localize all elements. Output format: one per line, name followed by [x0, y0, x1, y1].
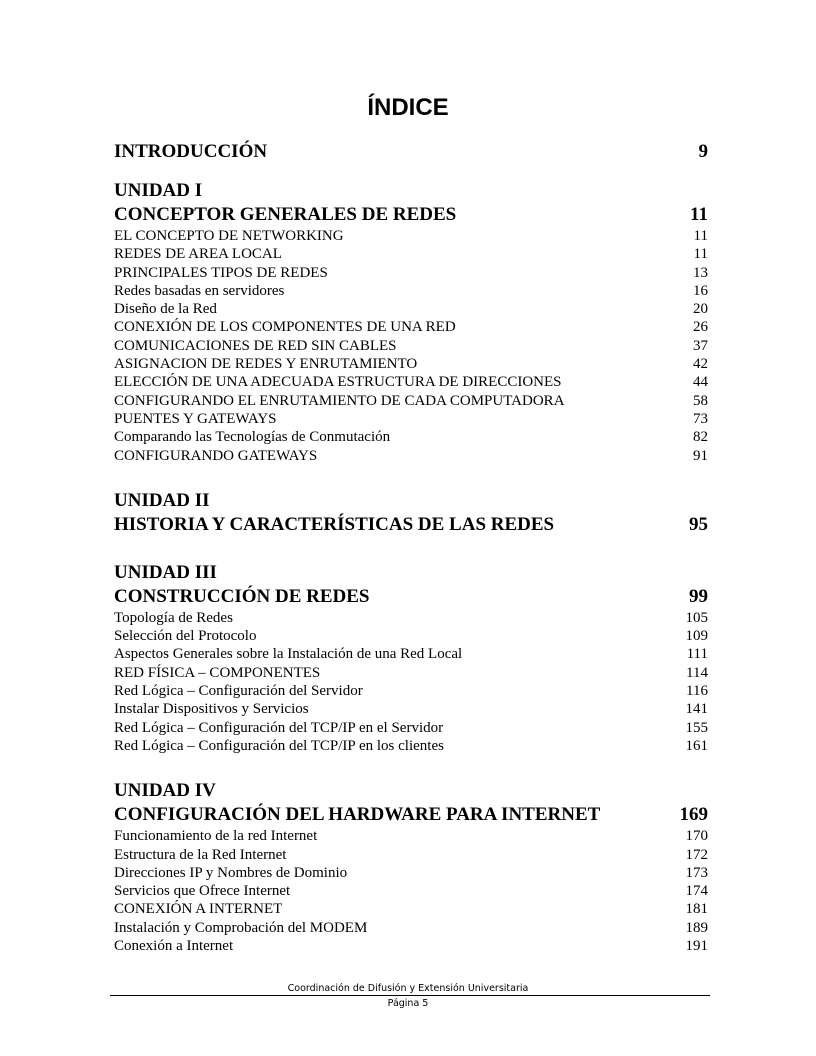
toc-entry [114, 227, 708, 245]
unit-heading: CONFIGURACIÓN DEL HARDWARE PARA INTERNET [114, 804, 601, 826]
toc-entry [114, 373, 708, 391]
toc-entry-page: 44 [693, 374, 708, 391]
footer-organization: Coordinación de Difusión y Extensión Universitaria [287, 983, 529, 994]
toc-entry-page: 16 [693, 282, 708, 299]
unit-section [114, 561, 708, 755]
footer-divider [110, 995, 710, 996]
toc-entry [114, 609, 708, 627]
toc-entry [114, 700, 708, 718]
toc-entry-title: Diseño de la Red [114, 301, 217, 318]
unit-section [114, 489, 708, 537]
toc-entry-page: 173 [685, 864, 708, 881]
toc-entry-title: Aspectos Generales sobre la Instalación de una Red Local [114, 646, 463, 663]
toc-entry-page: 155 [685, 719, 708, 736]
toc-entry-page: 11 [693, 228, 708, 244]
toc-entry-title: Conexión a Internet [114, 938, 234, 955]
section-gap [114, 537, 708, 561]
toc-entry [114, 919, 708, 937]
page-title: ÍNDICE [367, 94, 449, 121]
toc-entry [114, 245, 708, 263]
toc-entry [114, 719, 708, 737]
toc-entry [114, 337, 708, 355]
footer-page-label: Página 5 [387, 998, 429, 1009]
toc-entry-page: 174 [685, 883, 708, 900]
toc-entry [114, 282, 708, 300]
toc-entry-title: Servicios que Ofrece Internet [114, 883, 291, 900]
toc-entry-title: RED FÍSICA – COMPONENTES [114, 664, 321, 681]
toc-entry-page: 37 [693, 337, 708, 354]
toc-entry-title: COMUNICACIONES DE RED SIN CABLES [114, 337, 397, 354]
toc-entry-page: 181 [685, 901, 708, 918]
toc-entry-title: Redes basadas en servidores [114, 282, 285, 299]
toc-entry-title: EL CONCEPTO DE NETWORKING [114, 228, 344, 244]
toc-entry-title: Estructura de la Red Internet [114, 846, 287, 863]
unit-label: UNIDAD II [114, 489, 210, 511]
toc-intro-row [114, 140, 708, 164]
toc-entry [114, 410, 708, 428]
toc-entry-page: 73 [693, 410, 708, 427]
toc-entry-title: Red Lógica – Configuración del Servidor [114, 683, 363, 700]
toc-entry-title: Direcciones IP y Nombres de Dominio [114, 864, 348, 881]
unit-label: UNIDAD IV [114, 780, 216, 802]
toc-entry-page: 105 [685, 609, 708, 626]
unit-section [114, 179, 708, 465]
unit-section [114, 779, 708, 955]
unit-label: UNIDAD I [114, 180, 203, 201]
toc-entry-title: PRINCIPALES TIPOS DE REDES [114, 264, 328, 281]
unit-heading: CONCEPTOR GENERALES DE REDES [114, 204, 457, 225]
toc-entry-page: 20 [693, 301, 708, 318]
toc-entry-page: 172 [685, 846, 708, 863]
unit-label-row [114, 179, 708, 203]
unit-page: 99 [689, 585, 708, 607]
toc-entry-page: 11 [693, 246, 708, 263]
intro-page: 9 [698, 141, 708, 162]
toc-entry-page: 58 [693, 392, 708, 409]
toc-entry-page: 13 [693, 264, 708, 281]
toc-entry [114, 937, 708, 955]
toc-entry [114, 846, 708, 864]
toc-entry [114, 355, 708, 373]
intro-title: INTRODUCCIÓN [114, 141, 268, 162]
table-of-contents [114, 140, 708, 955]
section-gap [114, 465, 708, 489]
unit-heading-row [114, 513, 708, 537]
toc-entry-title: Comparando las Tecnologías de Conmutación [114, 429, 391, 446]
unit-heading-row [114, 803, 708, 827]
toc-entry [114, 392, 708, 410]
toc-entry-page: 114 [686, 664, 708, 681]
toc-entry-page: 111 [686, 646, 708, 663]
toc-entry [114, 428, 708, 446]
toc-entry-page: 170 [685, 828, 708, 845]
toc-entry [114, 900, 708, 918]
toc-entry-title: Instalar Dispositivos y Servicios [114, 701, 309, 718]
unit-heading: CONSTRUCCIÓN DE REDES [114, 585, 370, 607]
toc-entry-page: 161 [685, 737, 708, 754]
toc-entry [114, 645, 708, 663]
unit-page: 95 [689, 513, 708, 535]
toc-entry-title: Topología de Redes [114, 609, 233, 626]
toc-entry [114, 864, 708, 882]
toc-entry-page: 42 [693, 356, 708, 373]
toc-entry-title: CONFIGURANDO EL ENRUTAMIENTO DE CADA COMPUTADORA [114, 392, 565, 409]
toc-entry-title: PUENTES Y GATEWAYS [114, 410, 277, 427]
units-list [114, 164, 708, 955]
toc-entry-title: Selección del Protocolo [114, 628, 257, 645]
toc-entry [114, 827, 708, 845]
toc-entry-title: ASIGNACION DE REDES Y ENRUTAMIENTO [114, 356, 418, 373]
toc-entry-title: Red Lógica – Configuración del TCP/IP en los clientes [114, 737, 444, 754]
toc-entry-page: 91 [693, 447, 708, 464]
toc-entry-title: CONEXIÓN DE LOS COMPONENTES DE UNA RED [114, 319, 456, 336]
toc-entry [114, 682, 708, 700]
toc-entry-page: 191 [685, 938, 708, 955]
toc-entry-title: Instalación y Comprobación del MODEM [114, 919, 368, 936]
toc-entry [114, 664, 708, 682]
toc-entry-page: 189 [685, 919, 708, 936]
unit-label-row [114, 779, 708, 803]
toc-entry-title: CONEXIÓN A INTERNET [114, 901, 283, 918]
toc-entry-title: Red Lógica – Configuración del TCP/IP en el Servidor [114, 719, 444, 736]
toc-entry-title: CONFIGURANDO GATEWAYS [114, 447, 318, 464]
unit-page: 11 [690, 204, 708, 225]
unit-heading-row [114, 203, 708, 227]
toc-entry-page: 82 [693, 429, 708, 446]
unit-label: UNIDAD III [114, 561, 217, 583]
toc-entry [114, 447, 708, 465]
toc-entry [114, 627, 708, 645]
toc-entry [114, 882, 708, 900]
toc-entry-page: 116 [686, 683, 708, 700]
toc-entry [114, 300, 708, 318]
unit-heading-row [114, 585, 708, 609]
toc-entry [114, 264, 708, 282]
unit-label-row [114, 489, 708, 513]
section-gap [114, 164, 708, 179]
unit-heading: HISTORIA Y CARACTERÍSTICAS DE LAS REDES [114, 513, 555, 535]
section-gap [114, 755, 708, 779]
toc-entry [114, 737, 708, 755]
toc-entry-title: ELECCIÓN DE UNA ADECUADA ESTRUCTURA DE DIRECCIONES [114, 374, 562, 391]
toc-entry-page: 26 [693, 319, 708, 336]
toc-entry-title: REDES DE AREA LOCAL [114, 246, 282, 263]
unit-page: 169 [679, 804, 708, 826]
toc-entry-title: Funcionamiento de la red Internet [114, 828, 318, 845]
toc-entry [114, 318, 708, 336]
unit-label-row [114, 561, 708, 585]
toc-entry-page: 141 [685, 701, 708, 718]
toc-entry-page: 109 [685, 628, 708, 645]
